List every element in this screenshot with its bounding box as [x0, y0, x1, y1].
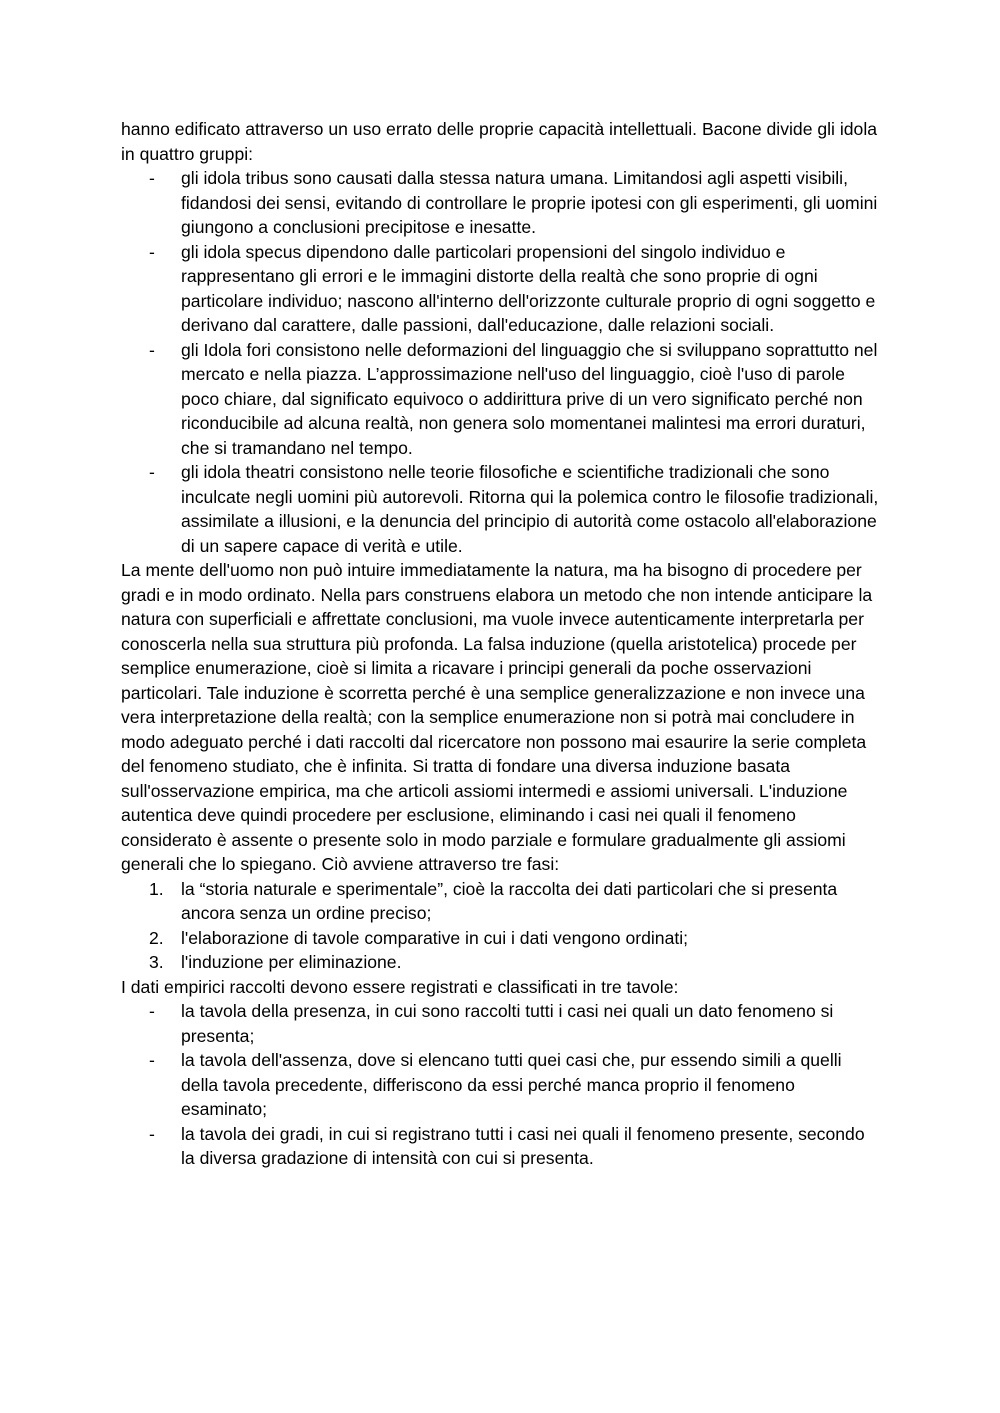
idola-list	[121, 166, 881, 558]
bullet-marker: -	[149, 1001, 155, 1021]
bullet-marker: -	[149, 241, 155, 262]
list-item-text: la tavola dei gradi, in cui si registrano tutti i casi nei quali il fenomeno presente, secondo la diversa gradazione di intensità con cui si presenta.	[181, 1123, 865, 1168]
list-item-text: l'elaborazione di tavole comparative in cui i dati vengono ordinati;	[181, 927, 689, 948]
list-item-text: la tavola dell'assenza, dove si elencano tutti quei casi che, pur essendo simili a quelli della tavola precedente, differiscono da essi perché manca proprio il fenomeno esaminato;	[181, 1050, 842, 1119]
list-item-text: la “storia naturale e sperimentale”, cioè la raccolta dei dati particolari che si presenta ancora senza un ordine preciso;	[181, 878, 838, 923]
list-item-text: gli idola theatri consistono nelle teorie filosofiche e scientifiche tradizionali che sono inculcate negli uomini più autorevoli. Ritorna qui la polemica contro le filosofie tradizionali, assimilate a illusioni, e la denuncia del principio di autorità come ostacolo all'elaborazione di un sapere capace di verità e utile.	[181, 462, 879, 556]
list-item	[121, 1048, 881, 1122]
tables-list	[121, 999, 881, 1171]
bullet-marker: -	[149, 168, 155, 188]
list-item	[121, 338, 881, 461]
number-marker: 1.	[149, 878, 164, 899]
number-marker: 2.	[149, 927, 164, 948]
bullet-marker: -	[149, 462, 155, 482]
list-item	[121, 240, 881, 338]
list-item-text: l'induzione per eliminazione.	[181, 952, 402, 972]
list-item	[121, 926, 881, 951]
list-item-text: gli Idola fori consistono nelle deformazioni del linguaggio che si sviluppano soprattutto nel mercato e nella piazza. L’approssimazione nell'uso del linguaggio, cioè l'uso di parole poco chiare, dal significato equivoco o addirittura prive di un vero significato perché non riconducibile ad alcuna realtà, non genera solo momentanei malintesi ma errori duraturi, che si tramandano nel tempo.	[181, 339, 878, 458]
list-item	[121, 950, 881, 975]
list-item	[121, 1122, 881, 1171]
body-paragraph: La mente dell'uomo non può intuire immediatamente la natura, ma ha bisogno di procedere per gradi e in modo ordinato. Nella pars construens elabora un metodo che non intende anticipare la natura con superficiali e affrettate conclusioni, ma vuole invece autenticamente interpretarla per conoscerla nella sua struttura più profonda. La falsa induzione (quella aristotelica) procede per semplice enumerazione, cioè si limita a ricavare i principi generali da poche osservazioni particolari. Tale induzione è scorretta perché è una semplice generalizzazione e non invece una vera interpretazione della realtà; con la semplice enumerazione non si potrà mai concludere in modo adeguato perché i dati raccolti dal ricercatore non possono mai esaurire la serie completa del fenomeno studiato, che è infinita. Si tratta di fondare una diversa induzione basata sull'osservazione empirica, ma che articoli assiomi intermedi e assiomi universali. L'induzione autentica deve quindi procedere per esclusione, eliminando i casi nei quali il fenomeno considerato è assente o presente solo in modo parziale e formulare gradualmente gli assiomi generali che lo spiegano. Ciò avviene attraverso tre fasi:	[121, 560, 873, 874]
bullet-marker: -	[149, 1050, 155, 1070]
tables-intro-paragraph: I dati empirici raccolti devono essere registrati e classificati in tre tavole:	[121, 976, 679, 997]
list-item-text: gli idola specus dipendono dalle particolari propensioni del singolo individuo e rappresentano gli errori e le immagini distorte della realtà che sono proprie di ogni particolare individuo; nascono all'interno dell'orizzonte culturale proprio di ogni soggetto e derivano dal carattere, dalle passioni, dall'educazione, dalle relazioni sociali.	[181, 241, 876, 335]
list-item	[121, 166, 881, 240]
intro-paragraph: hanno edificato attraverso un uso errato delle proprie capacità intellettuali. Bacone divide gli idola in quattro gruppi:	[121, 119, 878, 164]
number-marker: 3.	[149, 952, 164, 972]
list-item	[121, 877, 881, 926]
list-item-text: gli idola tribus sono causati dalla stessa natura umana. Limitandosi agli aspetti visibili, fidandosi dei sensi, evitando di controllare le proprie ipotesi con gli esperimenti, gli uomini giungono a conclusioni precipitose e inesatte.	[181, 168, 878, 237]
document-page	[121, 117, 881, 1171]
list-item-text: la tavola della presenza, in cui sono raccolti tutti i casi nei quali un dato fenomeno si presenta;	[181, 1001, 834, 1046]
bullet-marker: -	[149, 1123, 155, 1144]
list-item	[121, 999, 881, 1048]
phases-list	[121, 877, 881, 975]
list-item	[121, 460, 881, 558]
bullet-marker: -	[149, 339, 155, 360]
